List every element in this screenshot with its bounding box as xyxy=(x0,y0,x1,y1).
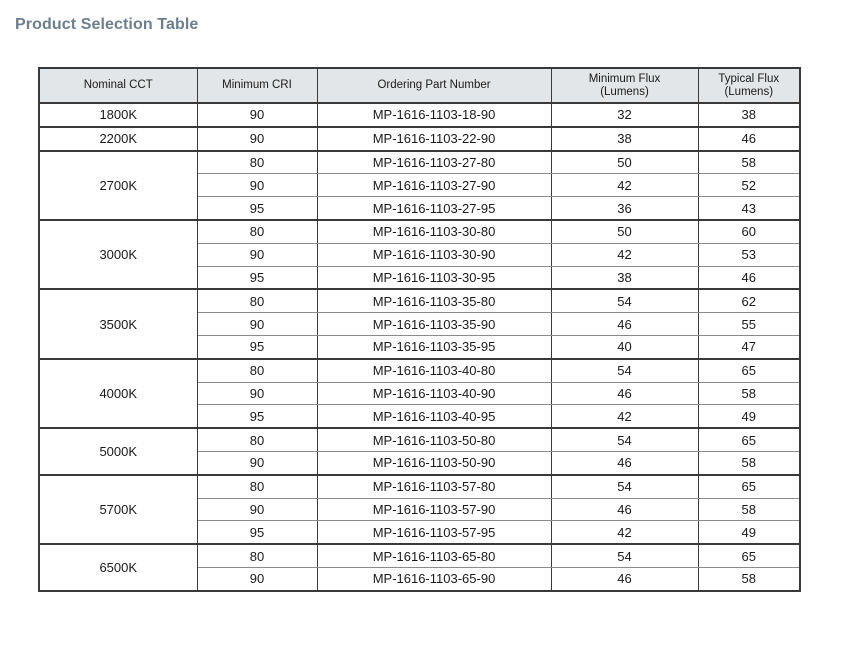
cell-minimum-flux: 46 xyxy=(551,313,698,336)
header-minimum-flux-unit: (Lumens) xyxy=(600,85,649,98)
table-row xyxy=(39,544,800,567)
table-row xyxy=(39,289,800,312)
cell-minimum-flux: 46 xyxy=(551,451,698,474)
cell-minimum-cri: 90 xyxy=(197,103,317,127)
cell-ordering-part-number: MP-1616-1103-27-80 xyxy=(317,151,551,174)
cell-ordering-part-number: MP-1616-1103-18-90 xyxy=(317,103,551,127)
cell-ordering-part-number: MP-1616-1103-50-90 xyxy=(317,451,551,474)
cell-ordering-part-number: MP-1616-1103-27-90 xyxy=(317,174,551,197)
cell-minimum-flux: 32 xyxy=(551,103,698,127)
cell-minimum-cri: 95 xyxy=(197,335,317,358)
cell-ordering-part-number: MP-1616-1103-65-80 xyxy=(317,544,551,567)
cell-minimum-flux: 46 xyxy=(551,382,698,405)
cell-typical-flux: 58 xyxy=(698,498,800,521)
cell-minimum-cri: 90 xyxy=(197,127,317,151)
product-selection-table xyxy=(38,67,801,592)
header-row xyxy=(39,68,800,103)
table-row xyxy=(39,428,800,451)
cell-minimum-cri: 80 xyxy=(197,428,317,451)
cell-typical-flux: 58 xyxy=(698,151,800,174)
cell-minimum-cri: 90 xyxy=(197,243,317,266)
cell-minimum-cri: 95 xyxy=(197,197,317,220)
cell-ordering-part-number: MP-1616-1103-30-80 xyxy=(317,220,551,243)
cell-typical-flux: 65 xyxy=(698,359,800,382)
cell-minimum-cri: 90 xyxy=(197,498,317,521)
cell-minimum-flux: 36 xyxy=(551,197,698,220)
cell-minimum-flux: 42 xyxy=(551,405,698,428)
cell-ordering-part-number: MP-1616-1103-35-90 xyxy=(317,313,551,336)
cell-typical-flux: 58 xyxy=(698,382,800,405)
table-row xyxy=(39,359,800,382)
cell-typical-flux: 49 xyxy=(698,521,800,544)
cell-typical-flux: 62 xyxy=(698,289,800,312)
cell-minimum-flux: 46 xyxy=(551,567,698,590)
cell-typical-flux: 65 xyxy=(698,428,800,451)
cell-nominal-cct: 5700K xyxy=(39,475,197,544)
header-minimum-flux-label: Minimum Flux xyxy=(588,72,661,85)
cell-ordering-part-number: MP-1616-1103-57-80 xyxy=(317,475,551,498)
cell-minimum-flux: 54 xyxy=(551,475,698,498)
cell-minimum-cri: 80 xyxy=(197,289,317,312)
cell-nominal-cct: 3000K xyxy=(39,220,197,289)
cell-ordering-part-number: MP-1616-1103-30-90 xyxy=(317,243,551,266)
cell-minimum-flux: 38 xyxy=(551,127,698,151)
cell-minimum-cri: 95 xyxy=(197,521,317,544)
header-minimum-cri: Minimum CRI xyxy=(197,68,317,103)
cell-minimum-flux: 40 xyxy=(551,335,698,358)
header-nominal-cct: Nominal CCT xyxy=(39,68,197,103)
header-ordering-part-number: Ordering Part Number xyxy=(317,68,551,103)
table-row xyxy=(39,475,800,498)
cell-minimum-cri: 90 xyxy=(197,451,317,474)
cell-minimum-cri: 90 xyxy=(197,382,317,405)
cell-typical-flux: 46 xyxy=(698,127,800,151)
cell-typical-flux: 47 xyxy=(698,335,800,358)
cell-minimum-flux: 46 xyxy=(551,498,698,521)
cell-minimum-flux: 42 xyxy=(551,243,698,266)
cell-ordering-part-number: MP-1616-1103-57-95 xyxy=(317,521,551,544)
cell-nominal-cct: 2200K xyxy=(39,127,197,151)
cell-typical-flux: 60 xyxy=(698,220,800,243)
cell-ordering-part-number: MP-1616-1103-50-80 xyxy=(317,428,551,451)
cell-nominal-cct: 5000K xyxy=(39,428,197,475)
cell-typical-flux: 43 xyxy=(698,197,800,220)
cell-minimum-cri: 80 xyxy=(197,359,317,382)
cell-minimum-flux: 50 xyxy=(551,151,698,174)
cell-minimum-cri: 80 xyxy=(197,475,317,498)
cell-typical-flux: 58 xyxy=(698,451,800,474)
cell-typical-flux: 46 xyxy=(698,266,800,289)
cell-ordering-part-number: MP-1616-1103-40-80 xyxy=(317,359,551,382)
cell-ordering-part-number: MP-1616-1103-40-95 xyxy=(317,405,551,428)
cell-ordering-part-number: MP-1616-1103-35-95 xyxy=(317,335,551,358)
cell-minimum-cri: 90 xyxy=(197,313,317,336)
cell-minimum-flux: 42 xyxy=(551,174,698,197)
header-typical-flux-label: Typical Flux xyxy=(718,72,780,85)
table-row xyxy=(39,151,800,174)
cell-minimum-flux: 54 xyxy=(551,359,698,382)
cell-nominal-cct: 3500K xyxy=(39,289,197,358)
cell-ordering-part-number: MP-1616-1103-30-95 xyxy=(317,266,551,289)
cell-typical-flux: 65 xyxy=(698,544,800,567)
cell-minimum-flux: 54 xyxy=(551,428,698,451)
cell-typical-flux: 49 xyxy=(698,405,800,428)
table-row xyxy=(39,127,800,151)
cell-typical-flux: 52 xyxy=(698,174,800,197)
cell-ordering-part-number: MP-1616-1103-35-80 xyxy=(317,289,551,312)
header-minimum-flux xyxy=(551,68,698,103)
table-row xyxy=(39,220,800,243)
cell-nominal-cct: 2700K xyxy=(39,151,197,220)
cell-minimum-flux: 50 xyxy=(551,220,698,243)
cell-typical-flux: 38 xyxy=(698,103,800,127)
table-body xyxy=(39,103,800,591)
header-typical-flux xyxy=(698,68,800,103)
cell-nominal-cct: 1800K xyxy=(39,103,197,127)
cell-minimum-flux: 54 xyxy=(551,289,698,312)
cell-ordering-part-number: MP-1616-1103-22-90 xyxy=(317,127,551,151)
cell-nominal-cct: 4000K xyxy=(39,359,197,428)
table-header xyxy=(39,68,800,103)
cell-nominal-cct: 6500K xyxy=(39,544,197,591)
cell-minimum-cri: 95 xyxy=(197,266,317,289)
cell-minimum-flux: 42 xyxy=(551,521,698,544)
cell-typical-flux: 65 xyxy=(698,475,800,498)
cell-ordering-part-number: MP-1616-1103-65-90 xyxy=(317,567,551,590)
cell-minimum-cri: 80 xyxy=(197,151,317,174)
header-typical-flux-unit: (Lumens) xyxy=(724,85,774,98)
cell-minimum-cri: 90 xyxy=(197,567,317,590)
cell-ordering-part-number: MP-1616-1103-57-90 xyxy=(317,498,551,521)
cell-typical-flux: 53 xyxy=(698,243,800,266)
cell-ordering-part-number: MP-1616-1103-40-90 xyxy=(317,382,551,405)
cell-typical-flux: 55 xyxy=(698,313,800,336)
cell-minimum-flux: 38 xyxy=(551,266,698,289)
cell-minimum-cri: 80 xyxy=(197,544,317,567)
cell-minimum-flux: 54 xyxy=(551,544,698,567)
cell-minimum-cri: 80 xyxy=(197,220,317,243)
cell-ordering-part-number: MP-1616-1103-27-95 xyxy=(317,197,551,220)
cell-typical-flux: 58 xyxy=(698,567,800,590)
cell-minimum-cri: 95 xyxy=(197,405,317,428)
page-title: Product Selection Table xyxy=(15,16,199,33)
table-row xyxy=(39,103,800,127)
cell-minimum-cri: 90 xyxy=(197,174,317,197)
